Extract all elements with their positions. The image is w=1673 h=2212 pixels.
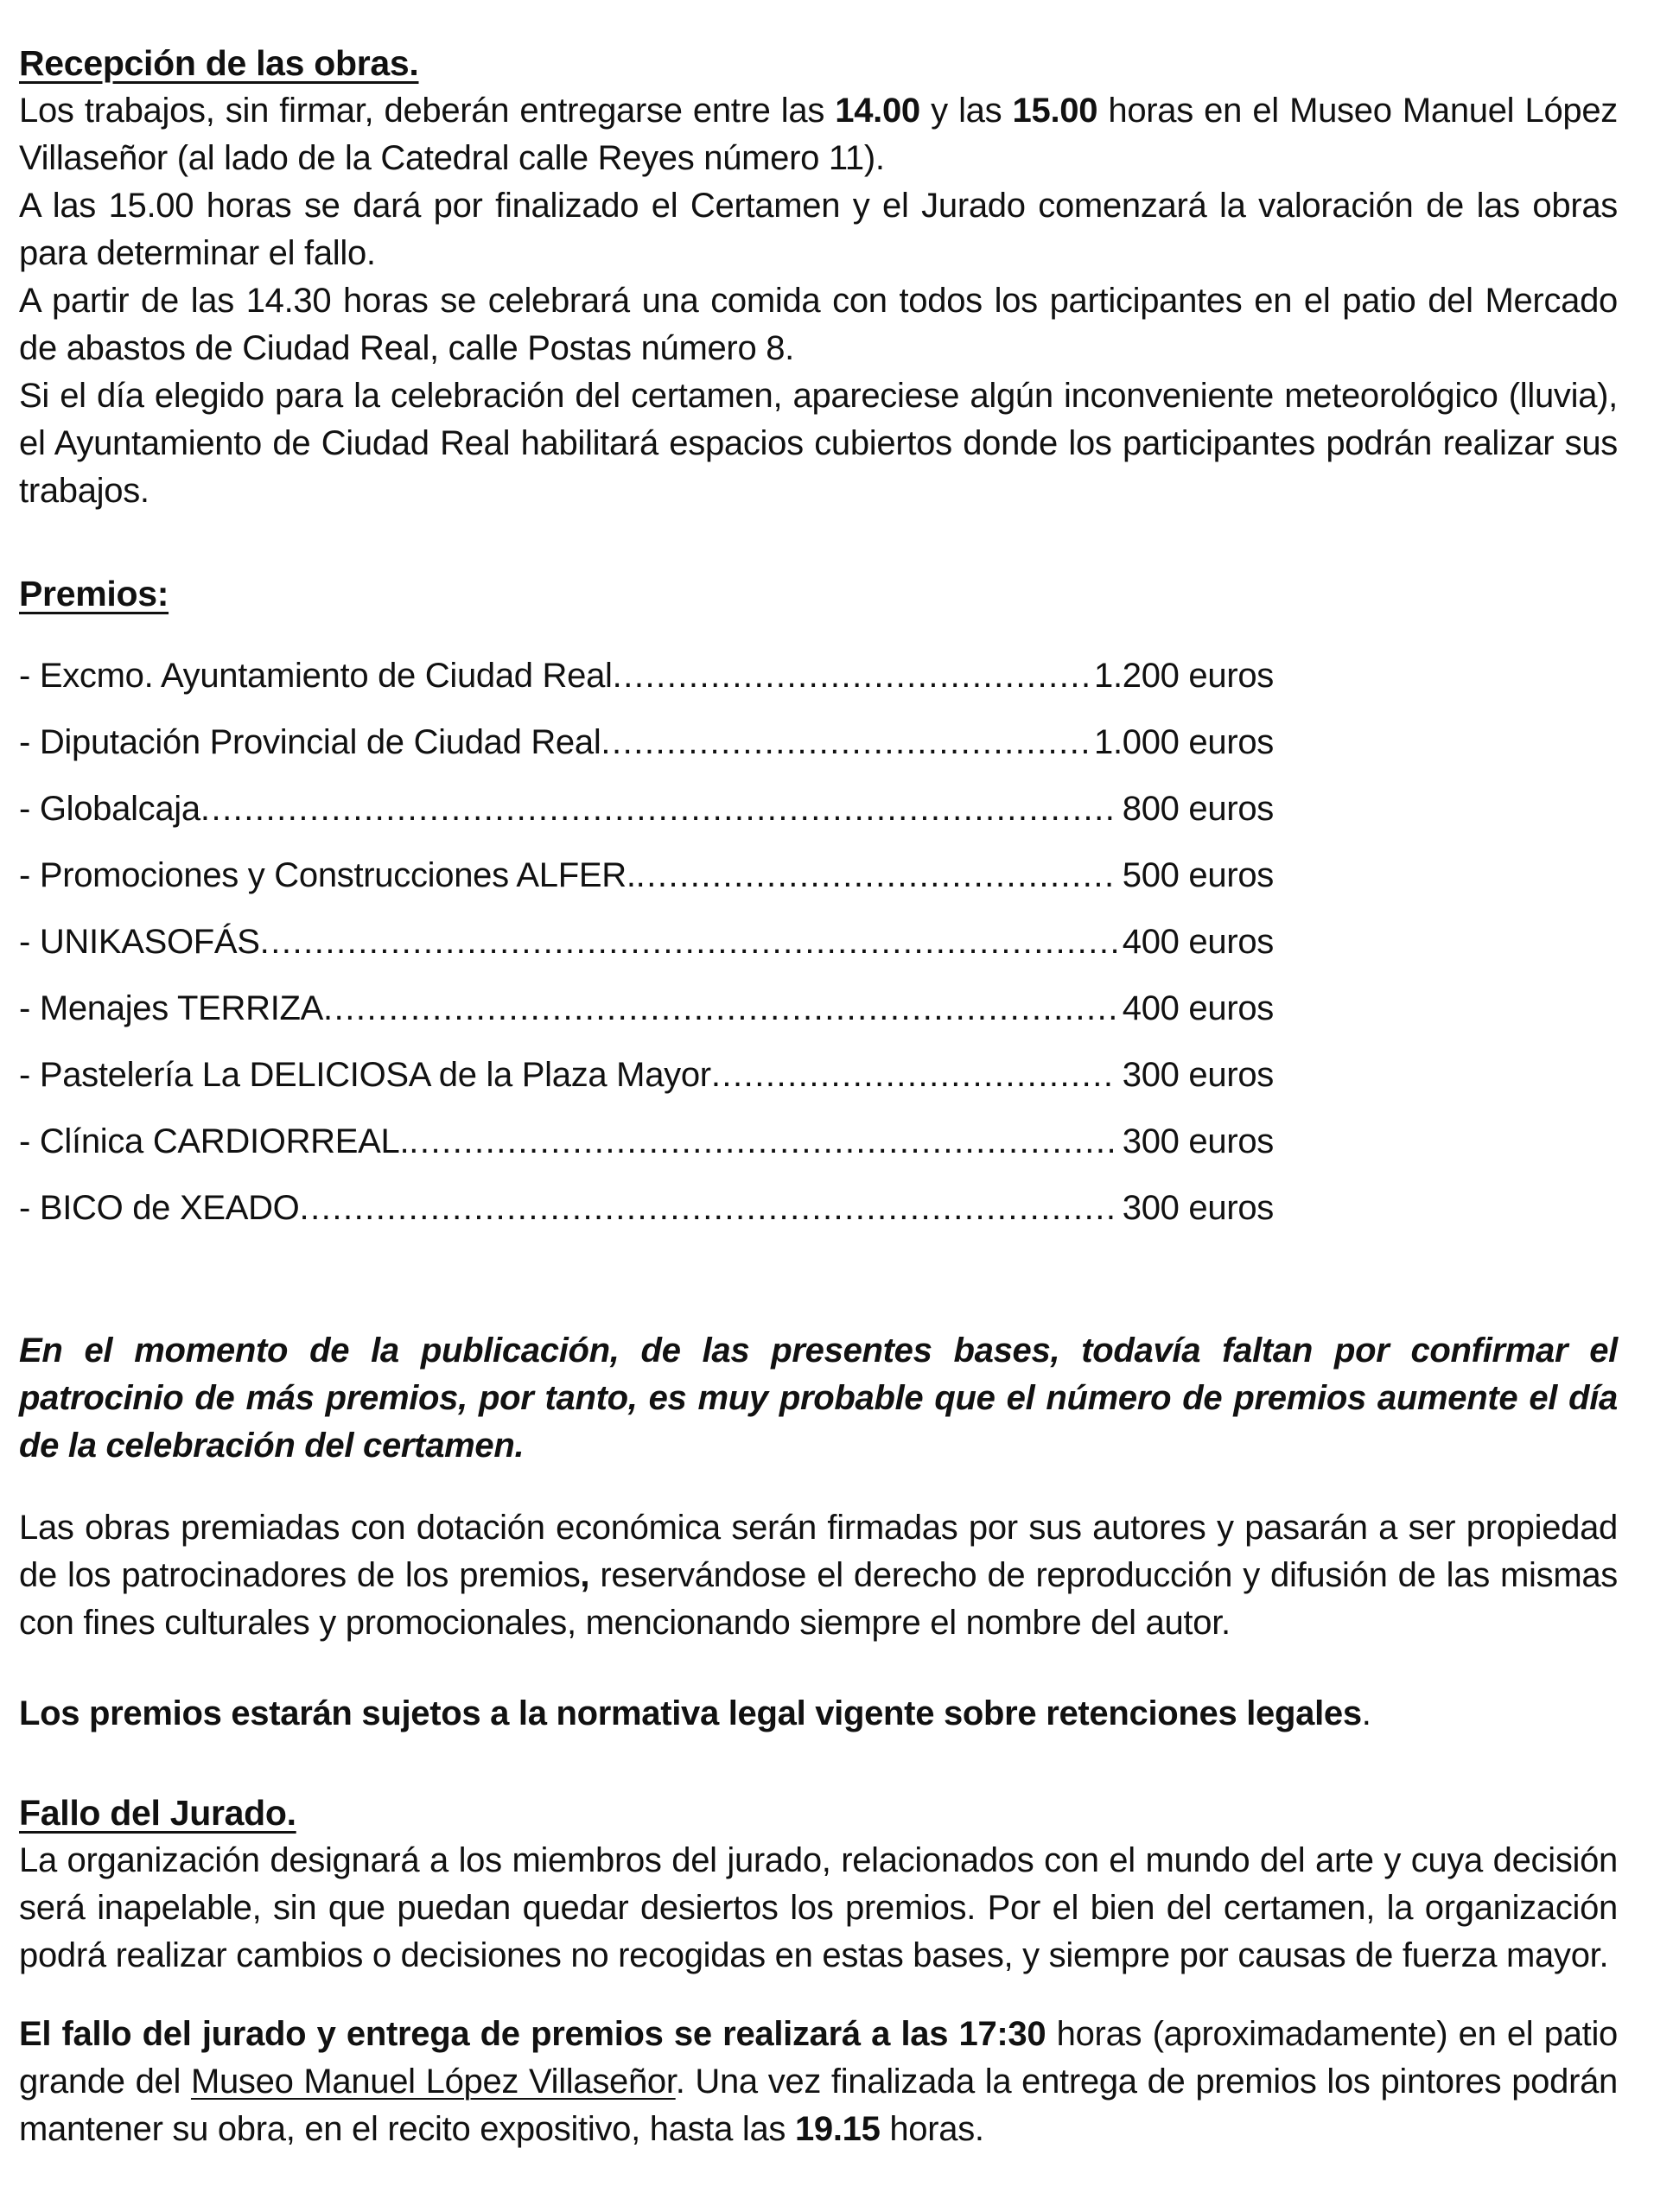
prize-row-terriza <box>19 985 1274 1033</box>
prize-amount: 400 euros <box>1122 989 1274 1027</box>
prize-name: - Menajes TERRIZA <box>19 989 324 1027</box>
prize-row-bico <box>19 1185 1274 1232</box>
dotted-leader <box>601 719 1088 766</box>
text-segment: horas (aproximadamente) en el patio grande del <box>19 2015 1618 2101</box>
prize-name: - UNIKASOFÁS <box>19 923 260 961</box>
bold-comma: , <box>580 1556 590 1594</box>
paragraph-comida: A partir de las 14.30 horas se celebrará una comida con todos los participantes en el patio del Mercado de abastos de Ciudad Real, calle Postas número 8. <box>19 282 1618 367</box>
bold-lead-text: El fallo del jurado y entrega de premios se realizará a las 17:30 <box>19 2015 1046 2053</box>
paragraph-legal-retentions <box>19 1690 1618 1738</box>
prize-row-globalcaja <box>19 785 1274 833</box>
prize-amount: 800 euros <box>1122 790 1274 828</box>
museum-name-underlined: Museo Manuel López Villaseñor <box>190 2063 676 2101</box>
dotted-leader <box>711 1052 1116 1099</box>
text-segment: Los trabajos, sin firmar, deberán entregarse entre las <box>19 92 836 130</box>
paragraph-jury: La organización designará a los miembros del jurado, relacionados con el mundo del arte y cuya decisión será inapelable, sin que puedan quedar desiertos los premios. Por el bien del certamen, la organización podrá realizar cambios o decisiones no recogidas en estas bases, y siempre por causas de fuerza mayor. <box>19 1841 1618 1974</box>
prize-name: - BICO de XEADO <box>19 1189 300 1227</box>
time-value-bold: 14.00 <box>835 92 920 130</box>
text-segment: . <box>1361 1694 1371 1732</box>
dotted-leader <box>200 785 1116 833</box>
text-segment: horas. <box>880 2110 984 2148</box>
prize-row-ayuntamiento <box>19 652 1274 700</box>
paragraph-more-prizes-note: En el momento de la publicación, de las presentes bases, todavía faltan por confirmar el patrocinio de más premios, por tanto, es muy probable que el número de premios aumente el día de la celebración del certamen. <box>19 1332 1618 1465</box>
dotted-leader <box>300 1185 1116 1232</box>
legal-bold-text: Los premios estarán sujetos a la normativa legal vigente sobre retenciones legales <box>19 1694 1362 1732</box>
text-segment: horas en el Museo Manuel López Villaseñor (al lado de la Catedral calle Reyes número 11). <box>19 92 1618 177</box>
paragraph-works-ownership <box>19 1504 1618 1647</box>
prize-amount: 300 euros <box>1122 1122 1274 1160</box>
time-value-bold: 19.15 <box>794 2110 881 2148</box>
dotted-leader <box>260 918 1116 966</box>
prize-name: - Pastelería La DELICIOSA de la Plaza Mayor <box>19 1056 711 1094</box>
prize-name: - Clínica CARDIORREAL. <box>19 1122 410 1160</box>
section-heading-fallo: Fallo del Jurado. <box>19 1793 296 1833</box>
prize-amount: 1.200 euros <box>1094 657 1274 695</box>
text-segment: . Una vez finalizada la entrega de premios los pintores podrán mantener su obra, en el recito expositivo, hasta las <box>19 2063 1618 2148</box>
prize-row-deliciosa <box>19 1052 1274 1099</box>
time-value-bold: 15.00 <box>1012 92 1098 130</box>
prize-name: - Diputación Provincial de Ciudad Real <box>19 723 601 761</box>
section-heading-recepcion: Recepción de las obras. <box>19 43 419 83</box>
prize-row-cardiorreal <box>19 1118 1274 1166</box>
text-segment: y las <box>919 92 1013 130</box>
prize-row-unikasofas <box>19 918 1274 966</box>
paragraph-weather: Si el día elegido para la celebración del certamen, apareciese algún inconveniente meteorológico (lluvia), el Ayuntamiento de Ciudad Real habilitará espacios cubiertos donde los participantes podrán realizar sus trabajos. <box>19 377 1618 510</box>
prize-row-diputacion <box>19 719 1274 766</box>
paragraph-certamen-end: A las 15.00 horas se dará por finalizado el Certamen y el Jurado comenzará la valoración de las obras para determinar el fallo. <box>19 187 1618 272</box>
prize-amount: 400 euros <box>1122 923 1274 961</box>
text-segment: reservándose el derecho de reproducción y difusión de las mismas con fines culturales y promocionales, mencionando siempre el nombre del autor. <box>19 1556 1618 1642</box>
prize-name: - Globalcaja <box>19 790 200 828</box>
dotted-leader <box>613 652 1088 700</box>
dotted-leader <box>323 985 1116 1033</box>
dotted-leader <box>636 852 1116 899</box>
text-segment: Las obras premiadas con dotación económica serán firmadas por sus autores y pasarán a ser propiedad de los patrocinadores de los premios <box>19 1509 1618 1594</box>
prize-amount: 300 euros <box>1122 1189 1274 1227</box>
paragraph-award-ceremony <box>19 2011 1618 2153</box>
prize-amount: 500 euros <box>1122 856 1274 894</box>
prize-row-alfer <box>19 852 1274 899</box>
prize-name: - Promociones y Construcciones ALFER. <box>19 856 636 894</box>
dotted-leader <box>409 1118 1116 1166</box>
prize-amount: 1.000 euros <box>1094 723 1274 761</box>
prize-name: - Excmo. Ayuntamiento de Ciudad Real <box>19 657 613 695</box>
prize-amount: 300 euros <box>1122 1056 1274 1094</box>
paragraph-reception-delivery <box>19 87 1618 182</box>
section-heading-premios: Premios: <box>19 574 169 613</box>
prize-list <box>19 652 1274 1232</box>
